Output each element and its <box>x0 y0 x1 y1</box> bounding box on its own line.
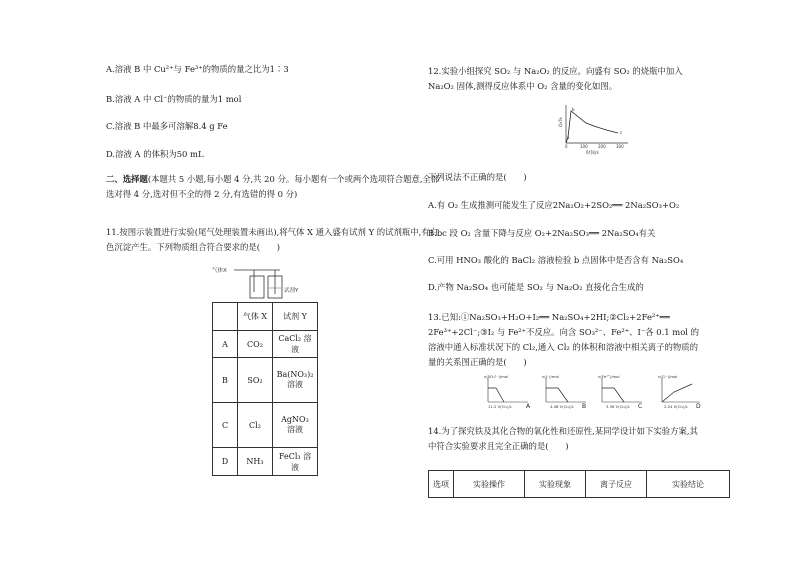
q10-option-c: C.溶液 B 中最多可溶解8.4 g Fe <box>106 121 228 131</box>
table-row <box>213 403 318 448</box>
row-reagent: AgNO₃ 溶液 <box>273 403 318 448</box>
q13-graph-b <box>542 374 586 410</box>
reagent-y-label: 试剂Y <box>284 288 299 294</box>
row-gas: Cl₂ <box>238 403 273 448</box>
row-gas: NH₃ <box>238 448 273 476</box>
table-row <box>213 331 318 358</box>
header-cell <box>213 303 238 331</box>
q13-stem: 13.已知:①Na₂SO₃+H₂O+I₂══ Na₂SO₄+2HI;②Cl₂+2Fe²⁺══ 2Fe³⁺+2Cl⁻;③I₂ 与 Fe²⁺不反应。向含 SO₃²⁻、Fe²⁺、I⁻各 0.1 mol 的溶液中通入标准状况下的 Cl₂,通入 Cl₂ 的体积和溶液中相关离子的物质的量的关系图正确的是( ) <box>428 312 699 367</box>
point-b: b <box>572 107 575 112</box>
header-cell: 选项 <box>429 471 454 498</box>
q13-graphs <box>478 372 706 412</box>
q11-options-table <box>212 302 318 476</box>
row-gas: CO₂ <box>238 331 273 358</box>
q11-stem: 11.按图示装置进行实验(尾气处理装置未画出),将气体 X 通入盛有试剂 Y 的试剂瓶中,有白色沉淀产生。下列物质组合符合要求的是( ) <box>106 227 439 252</box>
svg-text:11.2 V(Cl₂)/L: 11.2 V(Cl₂)/L <box>488 404 512 409</box>
table-header-row <box>429 471 730 498</box>
svg-text:n(Cl⁻)/mol: n(Cl⁻)/mol <box>658 374 678 379</box>
q12-option-b: B.bc 段 O₂ 含量下降与反应 O₂+2Na₂SO₃══ 2Na₂SO₄有关 <box>428 228 656 238</box>
svg-text:n(I⁻)/mol: n(I⁻)/mol <box>542 374 559 379</box>
xtick: 200 <box>598 144 606 149</box>
q12-graph <box>556 103 632 155</box>
q12-option-d: D.产物 Na₂SO₄ 也可能是 SO₂ 与 Na₂O₂ 直接化合生成的 <box>428 282 644 292</box>
row-reagent: Ba(NO₃)₂ 溶液 <box>273 358 318 403</box>
header-cell: 离子反应 <box>586 471 647 498</box>
graph12-ylabel: O₂% <box>559 117 564 127</box>
q10-option-d: D.溶液 A 的体积为50 mL <box>106 149 204 159</box>
q14-stem: 14.为了探究铁及其化合物的氧化性和还原性,某同学设计如下实验方案,其中符合实验要求且完全正确的是( ) <box>428 426 698 451</box>
header-cell: 实验操作 <box>454 471 525 498</box>
q12-question: 下列说法不正确的是( ) <box>428 172 527 182</box>
table-row <box>213 448 318 476</box>
apparatus-diagram <box>212 262 312 302</box>
q12-option-a: A.有 O₂ 生成推测可能发生了反应2Na₂O₂+2SO₂══ 2Na₂SO₃+O₂ <box>428 200 680 210</box>
svg-text:3.36 V(Cl₂)/L: 3.36 V(Cl₂)/L <box>606 404 630 409</box>
row-letter: A <box>213 331 238 358</box>
header-cell: 实验现象 <box>525 471 586 498</box>
row-reagent: FeCl₃ 溶液 <box>273 448 318 476</box>
row-letter: D <box>213 448 238 476</box>
q12-option-c: C.可用 HNO₃ 酸化的 BaCl₂ 溶液检验 b 点固体中是否含有 Na₂SO₄ <box>428 255 684 265</box>
svg-text:B: B <box>582 403 587 410</box>
xtick: 0 <box>565 144 568 149</box>
header-cell: 试剂 Y <box>273 303 318 331</box>
point-c: c <box>620 130 623 135</box>
xtick: 300 <box>616 144 624 149</box>
row-gas: SO₂ <box>238 358 273 403</box>
svg-text:C: C <box>638 403 643 410</box>
q12-stem: 12.实验小组探究 SO₂ 与 Na₂O₂ 的反应。向盛有 SO₂ 的烧瓶中加入 Na₂O₂ 固体,测得反应体系中 O₂ 含量的变化如图。 <box>428 66 683 91</box>
row-letter: C <box>213 403 238 448</box>
row-reagent: CaCl₂ 溶液 <box>273 331 318 358</box>
q13-graph-a <box>484 374 531 410</box>
q10-option-b: B.溶液 A 中 Cl⁻的物质的量为1 mol <box>106 94 242 104</box>
q13-graph-d <box>658 374 701 410</box>
section-two <box>106 172 446 202</box>
table-header-row <box>213 303 318 331</box>
bottle-1 <box>250 276 264 298</box>
svg-text:n(SO₃²⁻)/mol: n(SO₃²⁻)/mol <box>484 374 509 379</box>
q14-table <box>428 470 730 498</box>
header-cell: 气体 X <box>238 303 273 331</box>
section-intro: (本题共 5 小题,每小题 4 分,共 20 分。每小题有一个或两个选项符合题意,全部选对得 4 分,选对但不全的得 2 分,有选错的得 0 分) <box>106 174 440 199</box>
svg-text:n(Fe²⁺)/mol: n(Fe²⁺)/mol <box>598 374 620 379</box>
svg-text:D: D <box>696 403 701 410</box>
table-row <box>213 358 318 403</box>
graph12-xlabel: 时间/s <box>586 151 599 155</box>
xtick: 100 <box>580 144 588 149</box>
gas-x-label: 气体X <box>212 268 227 274</box>
svg-text:2.24 V(Cl₂)/L: 2.24 V(Cl₂)/L <box>664 404 688 409</box>
section-title: 二、选择题 <box>106 174 148 184</box>
header-cell: 实验结论 <box>647 471 730 498</box>
row-letter: B <box>213 358 238 403</box>
svg-text:A: A <box>526 403 531 410</box>
q10-option-a: A.溶液 B 中 Cu²⁺与 Fe³⁺的物质的量之比为1∶3 <box>106 64 289 74</box>
point-a: a <box>567 135 570 140</box>
o2-curve <box>566 111 618 143</box>
svg-text:4.48 V(Cl₂)/L: 4.48 V(Cl₂)/L <box>550 404 574 409</box>
q13-graph-c <box>598 374 642 410</box>
